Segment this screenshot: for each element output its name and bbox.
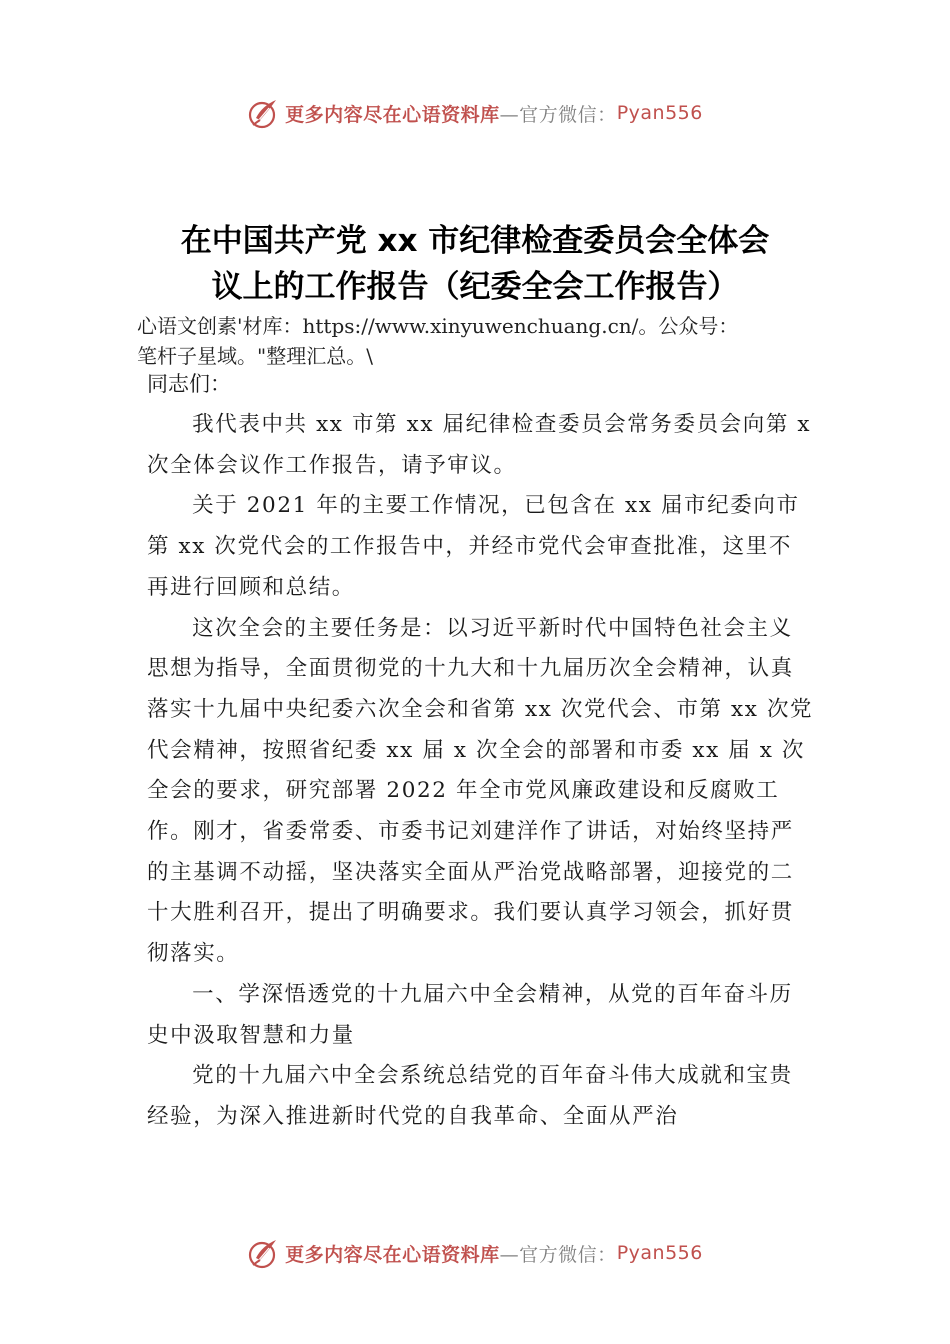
banner-wechat-label: —官方微信： bbox=[499, 1243, 617, 1266]
source-line-1: 心语文创素'材库：https://www.xinyuwenchuang.cn/。公众号： bbox=[137, 314, 739, 338]
banner-wechat-id: Pyan556 bbox=[616, 102, 703, 124]
section-heading: 一、学深悟透党的十九届六中全会精神，从党的百年奋斗历史中汲取智慧和力量 bbox=[147, 981, 793, 1048]
source-line-2: 笔杆子星域。"整理汇总。\ bbox=[137, 344, 373, 368]
banner-wechat-label: —官方微信： bbox=[499, 103, 617, 126]
title-line-2: 议上的工作报告（纪委全会工作报告） bbox=[211, 269, 739, 305]
source-note bbox=[137, 311, 877, 371]
paragraph: 关于 2021 年的主要工作情况，已包含在 xx 届市纪委向市第 xx 次党代会的工作报告中，并经市党代会审查批准，这里不再进行回顾和总结。 bbox=[147, 493, 800, 600]
quill-seal-icon bbox=[247, 1236, 281, 1270]
quill-seal-icon bbox=[247, 96, 281, 130]
header-banner bbox=[0, 93, 950, 133]
title-line-1: 在中国共产党 xx 市纪律检查委员会全体会 bbox=[180, 223, 770, 259]
banner-wechat-id: Pyan556 bbox=[616, 1242, 703, 1264]
paragraph: 党的十九届六中全会系统总结党的百年奋斗伟大成就和宝贵经验，为深入推进新时代党的自我革命、全面从严治 bbox=[147, 1063, 793, 1129]
greeting: 同志们： bbox=[147, 372, 231, 396]
banner-brand-text: 更多内容尽在心语资料库 bbox=[285, 103, 500, 126]
banner-brand-text: 更多内容尽在心语资料库 bbox=[285, 1243, 500, 1266]
document-title bbox=[120, 218, 830, 310]
paragraph: 这次全会的主要任务是：以习近平新时代中国特色社会主义思想为指导，全面贯彻党的十九大和十九届历次全会精神，认真落实十九届中央纪委六次全会和省第 xx 次党代会、市第 xx 次党代会精神，按照省纪委 xx 届 x 次全会的部署和市委 xx 届 x 次全会的要求，研究部署 2022 年全市党风廉政建设和反腐败工作。刚才，省委常委、市委书记刘建洋作了讲话，对始终坚持严的主基调不动摇，坚决落实全面从严治党战略部署，迎接党的二十大胜利召开，提出了明确要求。我们要认真学习领会，抓好贯彻落实。 bbox=[147, 615, 814, 967]
report-body bbox=[147, 405, 815, 1138]
footer-banner bbox=[0, 1233, 950, 1273]
paragraph: 我代表中共 xx 市第 xx 届纪律检查委员会常务委员会向第 x 次全体会议作工作报告，请予审议。 bbox=[147, 412, 812, 478]
